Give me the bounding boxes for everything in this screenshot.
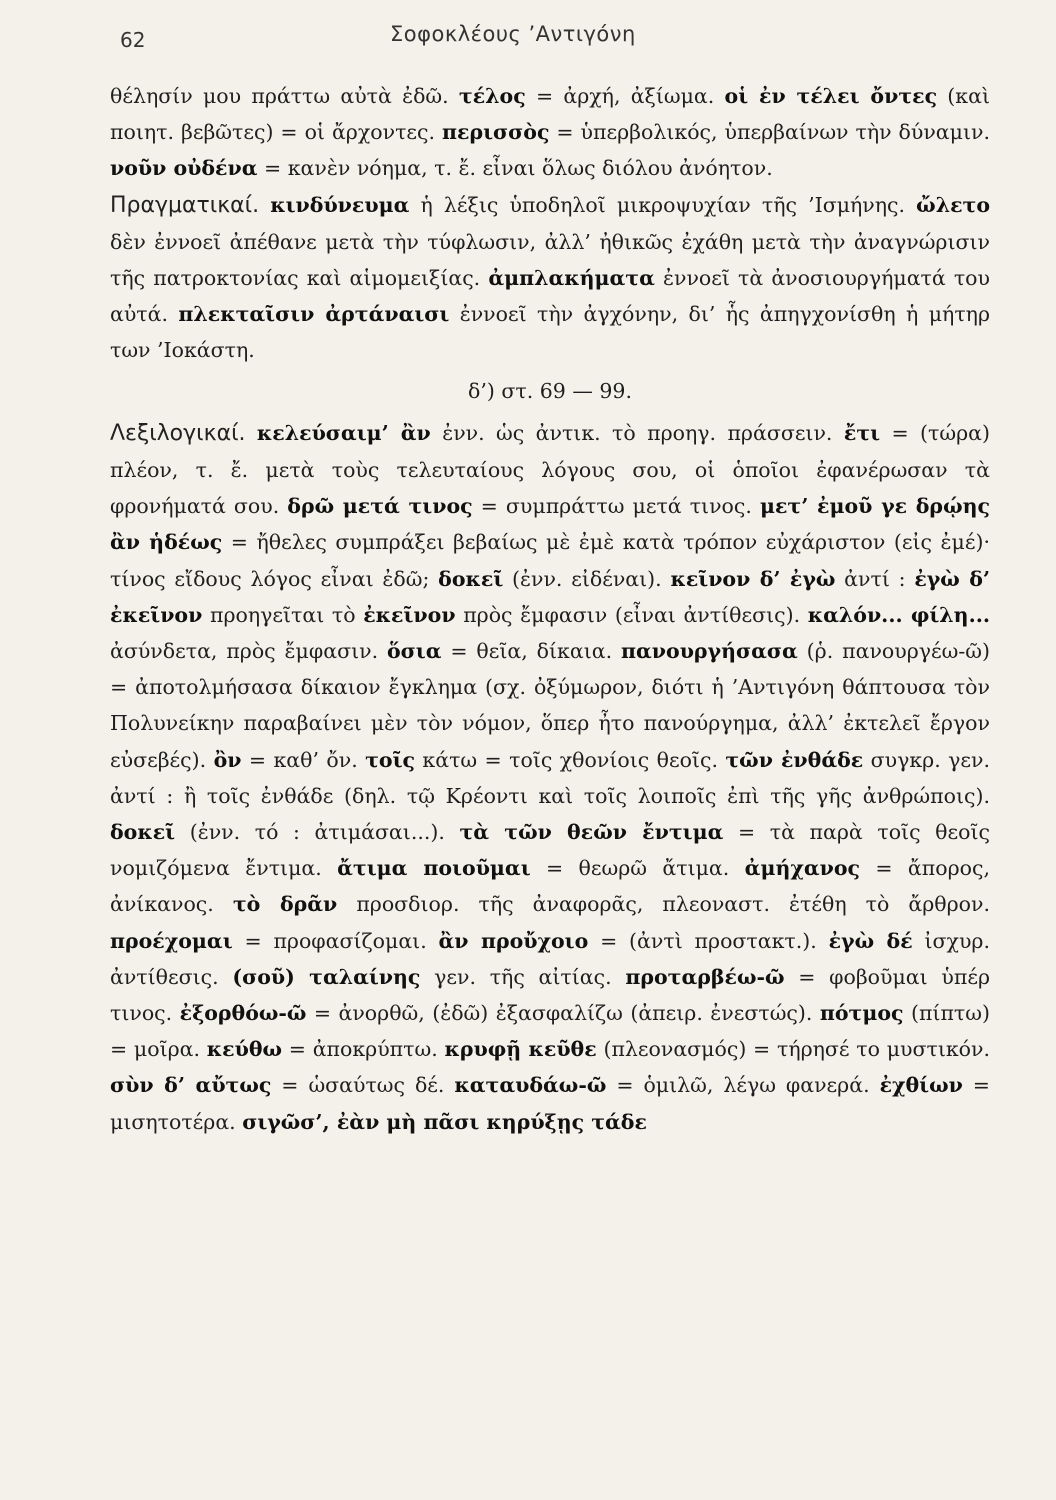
paragraph-notes-intro [110,78,990,187]
text-run: = καθ’ ὄν. [241,747,366,772]
text-run: θέλησίν μου πράττω αὐτὰ ἐδῶ. [110,84,459,108]
lemma: ὅσια [386,639,442,664]
text-run: = ἀποκρύπτω. [282,1037,445,1062]
lemma: κρυφῇ κεῦθε [444,1037,597,1062]
lemma: ἐγὼ δ’ ἐκεῖνον [110,566,991,627]
text-run: συγκρ. γεν. ἀντί : ἢ τοῖς ἐνθάδε (δηλ. τῷ Κρέοντι καὶ τοῖς λοιποῖς ἐπὶ τῆς γῆς ἀνθρώποις). [110,747,990,808]
lemma: κεύθω [206,1037,283,1062]
section-heading: Πραγματικαί. [110,192,260,218]
section-heading: Λεξιλογικαί. [110,420,246,446]
text-run: (ἐνν. τό : ἀτιμάσαι...). [175,820,460,845]
lemma: δοκεῖ [110,820,176,845]
lemma: πότμος [819,1001,904,1026]
text-run: κάτω = τοῖς χθονίοις θεοῖς. [415,747,726,772]
lemma: τοῖς [365,747,416,772]
text-run: = κανὲν νόημα, τ. ἔ. εἶναι ὅλως διόλου ἀνόητον. [257,156,773,181]
lemma: προταρβέω-ῶ [625,964,785,989]
lemma: κινδύνευμα [270,192,410,217]
text-run: πρὸς ἔμφασιν (εἶναι ἀντίθεσις). [455,602,808,627]
text-run: = ἀνορθῶ, (ἐδῶ) ἐξασφαλίζω (ἀπειρ. ἐνεστώς). [306,1001,820,1026]
lemma: οἱ ἐν τέλει ὄντες [724,84,938,108]
text-run: = ὑπερβολικός, ὑπερβαίνων τὴν δύναμιν. [549,120,990,145]
lemma: καταυδάω-ῶ [454,1073,607,1098]
text-run: δὲν ἐννοεῖ ἀπέθανε μετὰ τὴν τύφλωσιν, ἀλλ’ ἠθικῶς ἐχάθη μετὰ τὴν ἀναγνώρισιν τῆς πατροκτονίας καὶ αἱμομειξίας. [110,229,990,291]
text-run: γεν. τῆς αἰτίας. [420,964,626,989]
text-run: = φοβοῦμαι ὑπέρ τινος. [110,964,991,1026]
lemma: (σοῦ) ταλαίνης [232,964,421,989]
lemma: ἔτι [843,420,881,445]
text-run: ἰσχυρ. ἀντίθεσις. [110,928,990,989]
lemma: ἄτιμα ποιοῦμαι [337,856,531,881]
lemma: περισσὸς [442,120,550,145]
lemma: τῶν ἐνθάδε [725,747,864,772]
lemma: τὰ τῶν θεῶν ἔντιμα [459,820,724,845]
lemma: ἀμήχανος [744,856,860,881]
commentary-body [110,78,990,1140]
text-run: = ὁμιλῶ, λέγω φανερά. [606,1073,880,1098]
text-run: = θεωρῶ ἄτιμα. [530,856,745,881]
lemma: σιγῶσ’, ἐὰν μὴ πᾶσι κηρύξῃς τάδε [242,1109,647,1134]
text-run: = τὰ παρὰ τοῖς θεοῖς νομιζόμενα ἔντιμα. [110,820,990,881]
paragraph-pragmatikai [110,187,990,369]
text-run: προσδιορ. τῆς ἀναφορᾶς, πλεοναστ. ἐτέθη τὸ ἄρθρον. [337,892,990,917]
text-run: = ἤθελες συμπράξει βεβαίως μὲ ἐμὲ κατὰ τρόπον εὐχάριστον (εἰς ἐμέ)· τίνος εἴδους λόγος εἶναι ἐδῶ; [110,530,990,591]
lemma: νοῦν οὐδένα [110,156,258,181]
lemma: κεῖνον δ’ ἐγὼ [670,566,836,591]
lemma: τέλος [458,84,526,108]
lemma: μετ’ ἐμοῦ γε δρῴης ἂν ἡδέως [110,494,990,555]
text-run: (ἐνν. εἰδέναι). [503,566,671,591]
text-run: ἀντί : [835,566,915,591]
text-run [246,421,257,445]
text-run: = (τώρα) πλέον, τ. ἔ. μετὰ τοὺς τελευταίους λόγους σου, οἱ ὁποῖοι ἐφανέρωσαν τὰ φρονήματά σου. [110,420,990,519]
lemma: καλόν... φίλη... [807,602,990,627]
text-run: = ὡσαύτως δέ. [271,1073,455,1098]
running-title: Σοφοκλέους ’Αντιγόνη [390,22,636,46]
text-run: (πίπτω) = μοῖρα. [110,1001,990,1062]
lemma: προέχομαι [110,928,233,953]
text-run: = προφασίζομαι. [232,928,439,953]
text-run: = ἄπορος, ἀνίκανος. [110,856,990,917]
lemma: τὸ δρᾶν [232,892,338,917]
lemma: ὤλετο [916,192,990,217]
text-run: = συμπράττω μετά τινος. [472,494,760,519]
text-run: = ἀρχή, ἀξίωμα. [525,84,725,108]
text-run: (καὶ ποιητ. βεβῶτες) = οἱ ἄρχοντες. [110,84,990,145]
text-run: ἐνν. ὡς ἀντικ. τὸ προηγ. πράσσειν. [430,420,844,445]
text-run: (ῥ. πανουργέω-ῶ) = ἀποτολμήσασα δίκαιον ἔγκλημα (σχ. ὀξύμωρον, διότι ἡ ’Αντιγόνη θάπτουσα τὸν Πολυνείκην παραβαίνει μὲν τὸν νόμον, ὅπερ ἦτο πανούργημα, ἀλλ’ ἐκτελεῖ ἔργον εὐσεβές). [110,639,990,772]
text-run: = θεῖα, δίκαια. [441,639,622,664]
text-run: (πλεονασμός) = τήρησέ το μυστικόν. [596,1037,990,1062]
lemma: πλεκταῖσιν ἀρτάναισι [178,302,450,327]
page-header [100,18,976,58]
lemma: πανουργήσασα [621,639,798,664]
text-run: ἡ λέξις ὑποδηλοῖ μικροψυχίαν τῆς ’Ισμήνης. [409,192,917,217]
lemma: ἂν προὔχοιο [438,928,589,953]
lemma: δρῶ μετά τινος [287,494,473,519]
lemma: σὺν δ’ αὔτως [110,1073,272,1098]
text-run: ἐννοεῖ τὴν ἀγχόνην, δι’ ἧς ἀπηγχονίσθη ἡ μήτηρ των ’Ιοκάστη. [110,302,990,363]
text-run: ἐννοεῖ τὰ ἀνοσιουργήματά του αὐτά. [110,266,990,327]
text-run: προηγεῖται τὸ [202,602,364,627]
lemma: ἐγὼ δέ [828,928,913,953]
lemma: ἐξορθόω-ῶ [179,1001,307,1026]
text-run: = (ἀντὶ προστακτ.). [588,928,829,953]
lemma: κελεύσαιμ’ ἂν [256,420,431,445]
page-number: 62 [120,28,146,52]
paragraph-lexilogikai [110,415,990,1140]
text-run [259,193,270,217]
lemma: ἐχθίων [879,1073,963,1098]
lemma: ἐκεῖνον [363,602,456,627]
text-run: = μισητοτέρα. [110,1073,990,1134]
lemma: ὂν [213,747,242,772]
text-run: ἀσύνδετα, πρὸς ἔμφασιν. [110,639,387,664]
lemma: ἀμπλακήματα [488,266,655,291]
lemma: δοκεῖ [438,566,504,591]
verse-range-marker: δ’) στ. 69 — 99. [468,378,632,403]
